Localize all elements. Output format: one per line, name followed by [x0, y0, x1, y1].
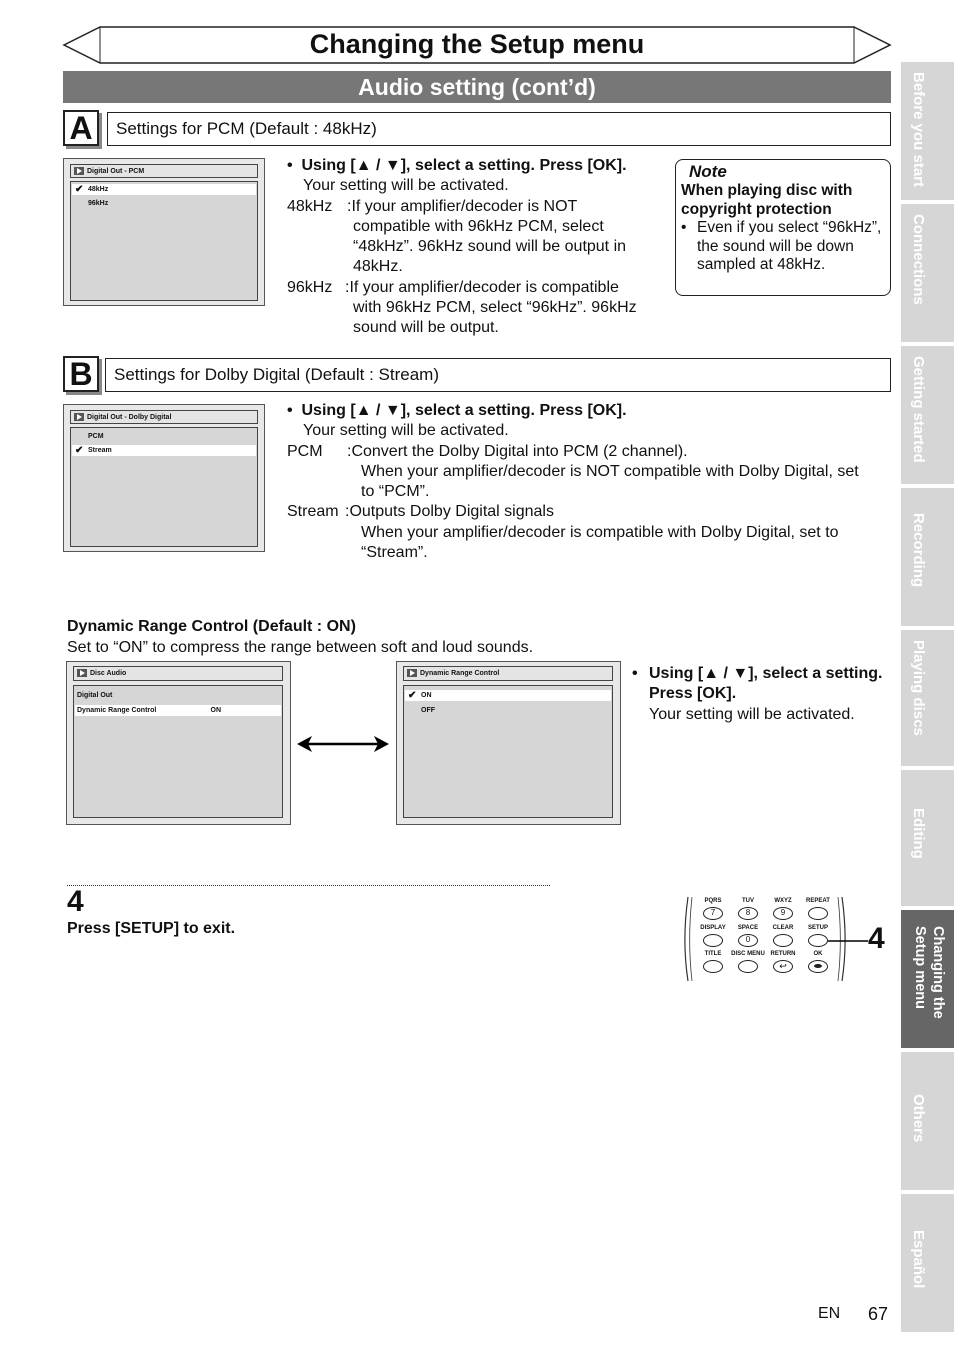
remote-label-disc-menu: DISC MENU — [731, 951, 765, 957]
step-text: Press [SETUP] to exit. — [67, 920, 236, 937]
step-divider — [67, 885, 550, 886]
drc-option-off[interactable]: OFF — [421, 707, 435, 714]
remote-button-0[interactable]: 0 — [738, 934, 758, 947]
pcm-option-48khz[interactable]: ✔ 48kHz — [72, 184, 256, 195]
disc-audio-osd-screen — [66, 661, 291, 825]
remote-button-9[interactable]: 9 — [773, 907, 793, 920]
return-arrow-icon: ↩ — [779, 961, 787, 971]
section-a-activated: Your setting will be activated. — [303, 177, 509, 195]
dolby-stream-desc-rest: When your amplifier/decoder is compatible with Dolby Digital, set to “Stream”. — [361, 523, 839, 562]
remote-illustration — [684, 895, 846, 983]
drc-heading: Dynamic Range Control (Default : ON) — [67, 618, 356, 635]
remote-label-repeat: REPEAT — [806, 898, 830, 904]
side-tab-recording[interactable]: Recording — [901, 488, 954, 626]
dolby-option-pcm[interactable]: PCM — [88, 433, 104, 440]
footer-lang: EN — [818, 1305, 841, 1322]
drc-osd-title: Dynamic Range Control — [403, 666, 613, 681]
remote-button-return[interactable] — [773, 960, 793, 973]
remote-label-space: SPACE — [737, 925, 759, 931]
play-icon — [407, 669, 417, 677]
drc-description: Set to “ON” to compress the range between soft and loud sounds. — [67, 639, 534, 656]
pcm-96khz-desc: 96kHz :If your amplifier/decoder is compatible with 96kHz PCM, select “96kHz”. 96kHz sound will be output. — [287, 278, 637, 337]
remote-button-disc-menu[interactable] — [738, 960, 758, 973]
section-title: Audio setting (cont’d) — [63, 71, 891, 103]
checkmark-icon: ✔ — [75, 184, 84, 195]
dolby-pcm-desc: PCM :Convert the Dolby Digital into PCM (2 channel). — [287, 442, 688, 460]
double-arrow-icon — [296, 732, 390, 756]
remote-button-clear[interactable] — [773, 934, 793, 947]
side-tab-others[interactable]: Others — [901, 1052, 954, 1190]
remote-button-ok[interactable] — [808, 960, 828, 973]
note-heading: When playing disc with copyright protection — [681, 182, 853, 218]
side-tab-connections[interactable]: Connections — [901, 204, 954, 342]
section-a-badge: A — [63, 110, 99, 146]
section-b-heading: Settings for Dolby Digital (Default : Stream) — [105, 358, 891, 392]
section-a-body — [287, 156, 667, 339]
page-number: 67 — [868, 1304, 889, 1324]
disc-audio-row-digital-out[interactable]: Digital Out — [77, 692, 113, 699]
play-icon — [74, 167, 84, 175]
remote-button-title[interactable] — [703, 960, 723, 973]
section-b-instruction: • Using [▲ / ▼], select a setting. Press [OK]. — [287, 402, 627, 419]
step-number: 4 — [67, 885, 84, 918]
remote-button-setup[interactable] — [808, 934, 828, 947]
callout-line — [828, 938, 868, 944]
side-tab-before-you-start[interactable]: Before you start — [901, 62, 954, 200]
pcm-osd-title: Digital Out - PCM — [70, 164, 258, 178]
side-tab-editing[interactable]: Editing — [901, 770, 954, 906]
play-icon — [77, 669, 87, 677]
remote-button-repeat[interactable] — [808, 907, 828, 920]
remote-label-wxyz: WXYZ — [774, 898, 792, 904]
section-a-instruction: • Using [▲ / ▼], select a setting. Press [OK]. — [287, 157, 627, 174]
disc-audio-row-drc[interactable]: Dynamic Range Control ON — [75, 705, 281, 716]
dolby-osd-title: Digital Out - Dolby Digital — [70, 410, 258, 424]
remote-label-title: TITLE — [704, 951, 722, 957]
remote-label-display: DISPLAY — [700, 925, 726, 931]
pcm-option-96khz[interactable]: 96kHz — [88, 200, 109, 207]
remote-label-pqrs: PQRS — [704, 898, 722, 904]
note-box — [675, 159, 891, 296]
section-b-activated: Your setting will be activated. — [303, 422, 509, 440]
side-tab-getting-started[interactable]: Getting started — [901, 346, 954, 484]
remote-button-8[interactable]: 8 — [738, 907, 758, 920]
dolby-osd-screen — [63, 404, 265, 552]
side-tab-espanol[interactable]: Español — [901, 1194, 954, 1332]
dolby-option-stream[interactable]: ✔ Stream — [72, 445, 256, 456]
drc-instructions: • Using [▲ / ▼], select a setting. Press [OK]. Your setting will be activated. — [632, 665, 883, 723]
drc-osd-screen — [396, 661, 621, 825]
section-b-badge: B — [63, 356, 99, 392]
page-title: Changing the Setup menu — [309, 29, 645, 59]
pcm-osd-screen — [63, 158, 265, 306]
pcm-48khz-desc: 48kHz :If your amplifier/decoder is NOT compatible with 96kHz PCM, select “48kHz”. 96kHz sound will be output in 48kHz. — [287, 197, 627, 276]
remote-button-display[interactable] — [703, 934, 723, 947]
dolby-pcm-desc-rest: When your amplifier/decoder is NOT compatible with Dolby Digital, set to “PCM”. — [361, 462, 859, 501]
note-bullet: • Even if you select “96kHz”, the sound will be down sampled at 48kHz. — [681, 219, 882, 273]
checkmark-icon: ✔ — [408, 690, 417, 701]
remote-label-clear: CLEAR — [772, 925, 794, 931]
section-a-heading: Settings for PCM (Default : 48kHz) — [107, 112, 891, 146]
side-tab-changing-setup-menu[interactable]: Changing the Setup menu — [901, 910, 954, 1048]
remote-label-ok: OK — [813, 951, 823, 957]
remote-label-tuv: TUV — [742, 898, 754, 904]
remote-label-setup: SETUP — [807, 925, 828, 931]
step-callout-number: 4 — [868, 922, 885, 955]
ok-dot-icon — [814, 964, 822, 968]
section-b-body — [287, 401, 891, 563]
remote-label-return: RETURN — [770, 951, 796, 957]
side-tab-playing-discs[interactable]: Playing discs — [901, 630, 954, 766]
dolby-stream-desc: Stream :Outputs Dolby Digital signals — [287, 503, 554, 521]
disc-audio-osd-title: Disc Audio — [73, 666, 283, 681]
remote-button-7[interactable]: 7 — [703, 907, 723, 920]
drc-option-on[interactable]: ✔ ON — [405, 690, 611, 701]
play-icon — [74, 413, 84, 421]
checkmark-icon: ✔ — [75, 445, 84, 456]
note-label: Note — [689, 162, 727, 181]
